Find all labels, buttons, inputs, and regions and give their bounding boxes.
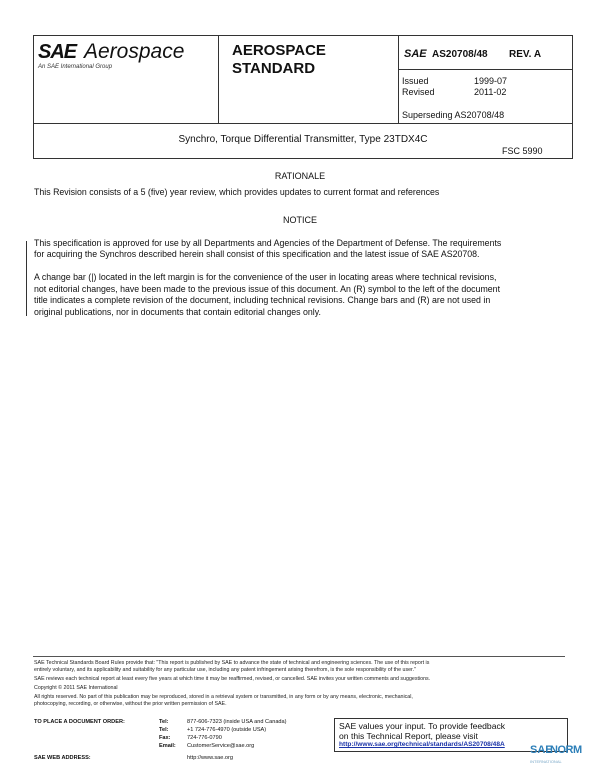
revised-label: Revised <box>402 87 435 97</box>
sae-logo: SAE <box>38 41 77 63</box>
watermark-norm: NORM <box>550 744 582 756</box>
tel-label: Tel: <box>159 727 169 733</box>
rationale-text: This Revision consists of a 5 (five) year review, which provides updates to current format and references <box>34 187 440 197</box>
logo-subtitle: An SAE International Group <box>38 64 113 70</box>
change-bar <box>26 241 27 316</box>
header-divider <box>398 36 399 123</box>
revised-value: 2011-02 <box>474 87 507 97</box>
notice-heading: NOTICE <box>282 215 317 225</box>
web-value[interactable]: http://www.sae.org <box>187 755 234 761</box>
review-text: SAE reviews each technical report at least every five years at which time it may be reaffirmed, revised, or cancelled. SAE invites your written comments and suggestions. <box>34 676 431 682</box>
notice-paragraph-line: title indicates a complete revision of the document, including technical revisions. Change bars and (R) are not used in <box>34 295 491 305</box>
aerospace-logo-text: Aerospace <box>84 40 185 63</box>
copyright-text: Copyright © 2011 SAE International <box>34 685 118 691</box>
doc-sae-mark: SAE <box>404 48 427 60</box>
footer-divider <box>33 656 565 657</box>
header-divider <box>218 36 219 123</box>
document-number: AS20708/48 <box>432 49 488 60</box>
tel-value: 877-606-7323 (inside USA and Canada) <box>187 719 287 725</box>
issued-label: Issued <box>402 76 429 86</box>
watermark-sae: SAE <box>530 744 553 756</box>
notice-paragraph-line: for acquiring the Synchros described herein shall consist of this specification and the latest issue of SAE AS20708. <box>34 249 480 259</box>
feedback-text: SAE values your input. To provide feedback <box>339 721 506 731</box>
rights-text: All rights reserved. No part of this publication may be reproduced, stored in a retrieval system or transmitted, in any form or by any means, electronic, mechanical, <box>34 694 413 700</box>
header-divider <box>398 69 572 70</box>
feedback-link[interactable]: http://www.sae.org/technical/standards/AS20708/48A <box>339 741 505 748</box>
email-value[interactable]: CustomerService@sae.org <box>187 743 255 749</box>
feedback-text: on this Technical Report, please visit <box>339 731 478 741</box>
notice-paragraph-line: A change bar (|) located in the left margin is for the convenience of the user in locating areas where technical revisions, <box>34 272 497 282</box>
rules-text: entirely voluntary, and its applicability and suitability for any particular use, including any patent infringement arising therefrom, is the sole responsibility of the user." <box>34 667 416 673</box>
email-label: Email: <box>159 743 176 749</box>
watermark-subtitle: INTERNATIONAL <box>530 759 562 764</box>
notice-paragraph-line: original publications, nor in documents that contain editorial changes only. <box>34 307 321 317</box>
document-header <box>33 35 573 124</box>
document-title: Synchro, Torque Differential Transmitter, Type 23TDX4C <box>178 134 428 145</box>
issued-value: 1999-07 <box>474 76 508 86</box>
order-label: TO PLACE A DOCUMENT ORDER: <box>34 719 125 725</box>
fsc-code: FSC 5990 <box>502 146 543 156</box>
rules-text: SAE Technical Standards Board Rules provide that: "This report is published by SAE to advance the state of technical and engineering sciences. The use of this report is <box>34 660 430 666</box>
superseding-note: Superseding AS20708/48 <box>402 110 505 120</box>
rights-text: photocopying, recording, or otherwise, without the prior written permission of SAE. <box>34 701 227 707</box>
notice-paragraph-line: not editorial changes, have been made to the previous issue of this document. An (R) symbol to the left of the document <box>34 284 501 294</box>
tel-label: Tel: <box>159 719 169 725</box>
fax-label: Fax: <box>159 735 171 741</box>
tel-value: +1 724-776-4970 (outside USA) <box>187 727 267 733</box>
document-revision: REV. A <box>509 49 542 60</box>
web-label: SAE WEB ADDRESS: <box>34 755 91 761</box>
fax-value: 724-776-0790 <box>187 735 222 741</box>
standard-title: AEROSPACE STANDARD <box>232 42 326 77</box>
notice-paragraph-line: This specification is approved for use by all Departments and Agencies of the Department of Defense. The requirements <box>34 238 502 248</box>
title-block <box>33 122 573 159</box>
rationale-heading: RATIONALE <box>274 171 326 181</box>
